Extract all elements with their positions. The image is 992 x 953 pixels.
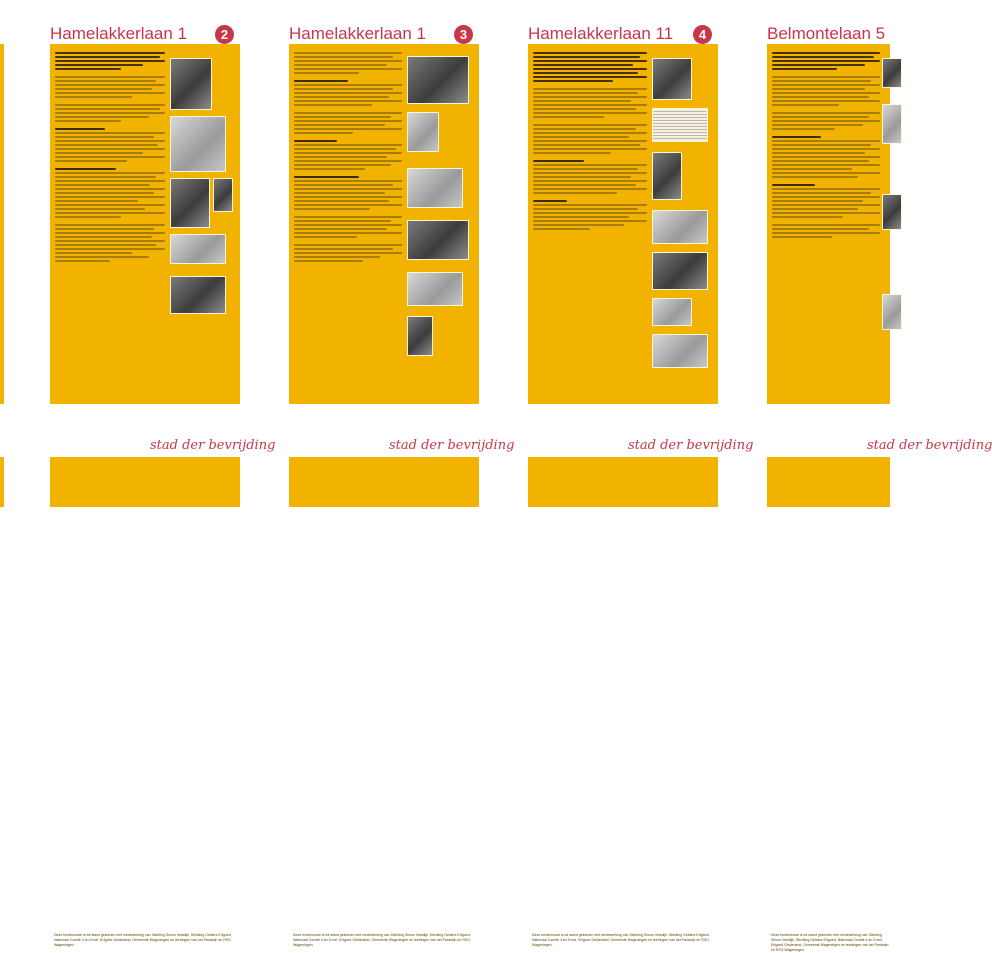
city-logo: Wageningen: [54, 908, 163, 926]
historic-photo: [170, 116, 226, 172]
text-block: [772, 52, 880, 240]
city-logo: Wageningen: [771, 908, 880, 926]
historic-photo: [652, 210, 708, 244]
panel-edge-left-footer: [0, 457, 4, 507]
historic-photo: [170, 276, 226, 314]
panel-title: Hamelakkerlaan 1: [289, 24, 427, 43]
panel-title: Hamelakkerlaan 11: [528, 24, 674, 43]
panel-footer: [289, 457, 479, 947]
panel-footer: [767, 457, 890, 952]
slogan-text: stad der bevrijding: [867, 438, 992, 453]
credit-text: Deze bordenroute is tot stand gekomen met medewerking van Stichting Simon Vestdijk, Stichting Gelders Erfgoed, Nationaal Comité 4 en 5 mei, Erfgoed Gelderland, Gemeente Wageningen en leerlingen van het Pantarijn en RSG Wageningen.: [54, 933, 232, 947]
historic-photo: [407, 316, 433, 356]
panel-board: [528, 44, 718, 404]
historic-photo: [652, 152, 682, 200]
historic-photo: [652, 58, 692, 100]
panel-footer: [528, 457, 718, 947]
historic-photo: [407, 272, 463, 306]
slogan-text: stad der bevrijding: [150, 438, 276, 453]
historic-photo: [652, 334, 708, 368]
panel-edge-left: [0, 44, 4, 404]
city-logo: Wageningen: [532, 908, 641, 926]
historic-photo: [652, 252, 708, 290]
historic-photo: [170, 58, 212, 110]
historic-photo: [170, 178, 210, 228]
credit-text: Deze bordenroute is tot stand gekomen met medewerking van Stichting Simon Vestdijk, Stichting Gelders Erfgoed, Nationaal Comité 4 en 5 mei, Erfgoed Gelderland, Gemeente Wageningen en leerlingen van het Pantarijn en RSG Wageningen.: [771, 933, 889, 952]
panel-board: [289, 44, 479, 404]
slogan-text: stad der bevrijding: [389, 438, 515, 453]
panel-footer: [50, 457, 240, 947]
text-block: [55, 52, 165, 264]
historic-photo: [213, 178, 233, 212]
panel-title: Belmontelaan 5: [767, 24, 886, 43]
panel-number-badge: 2: [215, 25, 234, 44]
historic-photo: [170, 234, 226, 264]
historic-photo: [407, 220, 469, 260]
panel-number-badge: 4: [693, 25, 712, 44]
historic-photo: [407, 168, 463, 208]
panel-number-badge: 3: [454, 25, 473, 44]
credit-text: Deze bordenroute is tot stand gekomen met medewerking van Stichting Simon Vestdijk, Stichting Gelders Erfgoed, Nationaal Comité 4 en 5 mei, Erfgoed Gelderland, Gemeente Wageningen en leerlingen van het Pantarijn en RSG Wageningen.: [532, 933, 710, 947]
historic-photo: [882, 58, 902, 88]
panel-hamelakkerlaan-1b: [289, 0, 515, 947]
panel-board: [50, 44, 240, 404]
panel-belmontelaan-5: [767, 0, 992, 952]
city-logo: Wageningen: [293, 908, 402, 926]
historic-photo: [407, 112, 439, 152]
text-block: [294, 52, 402, 264]
panel-hamelakkerlaan-11: [528, 0, 754, 947]
panel-title: Hamelakkerlaan 1: [50, 24, 188, 43]
historic-photo: [407, 56, 469, 104]
credit-text: Deze bordenroute is tot stand gekomen met medewerking van Stichting Simon Vestdijk, Stichting Gelders Erfgoed, Nationaal Comité 4 en 5 mei, Erfgoed Gelderland, Gemeente Wageningen en leerlingen van het Pantarijn en RSG Wageningen.: [293, 933, 471, 947]
historic-document: [652, 108, 708, 142]
historic-photo: [882, 294, 902, 330]
slogan-text: stad der bevrijding: [628, 438, 754, 453]
historic-photo: [882, 104, 902, 144]
panel-hamelakkerlaan-1a: [50, 0, 276, 947]
historic-photo: [652, 298, 692, 326]
text-block: [533, 52, 647, 232]
panel-board: [767, 44, 890, 404]
historic-photo: [882, 194, 902, 230]
